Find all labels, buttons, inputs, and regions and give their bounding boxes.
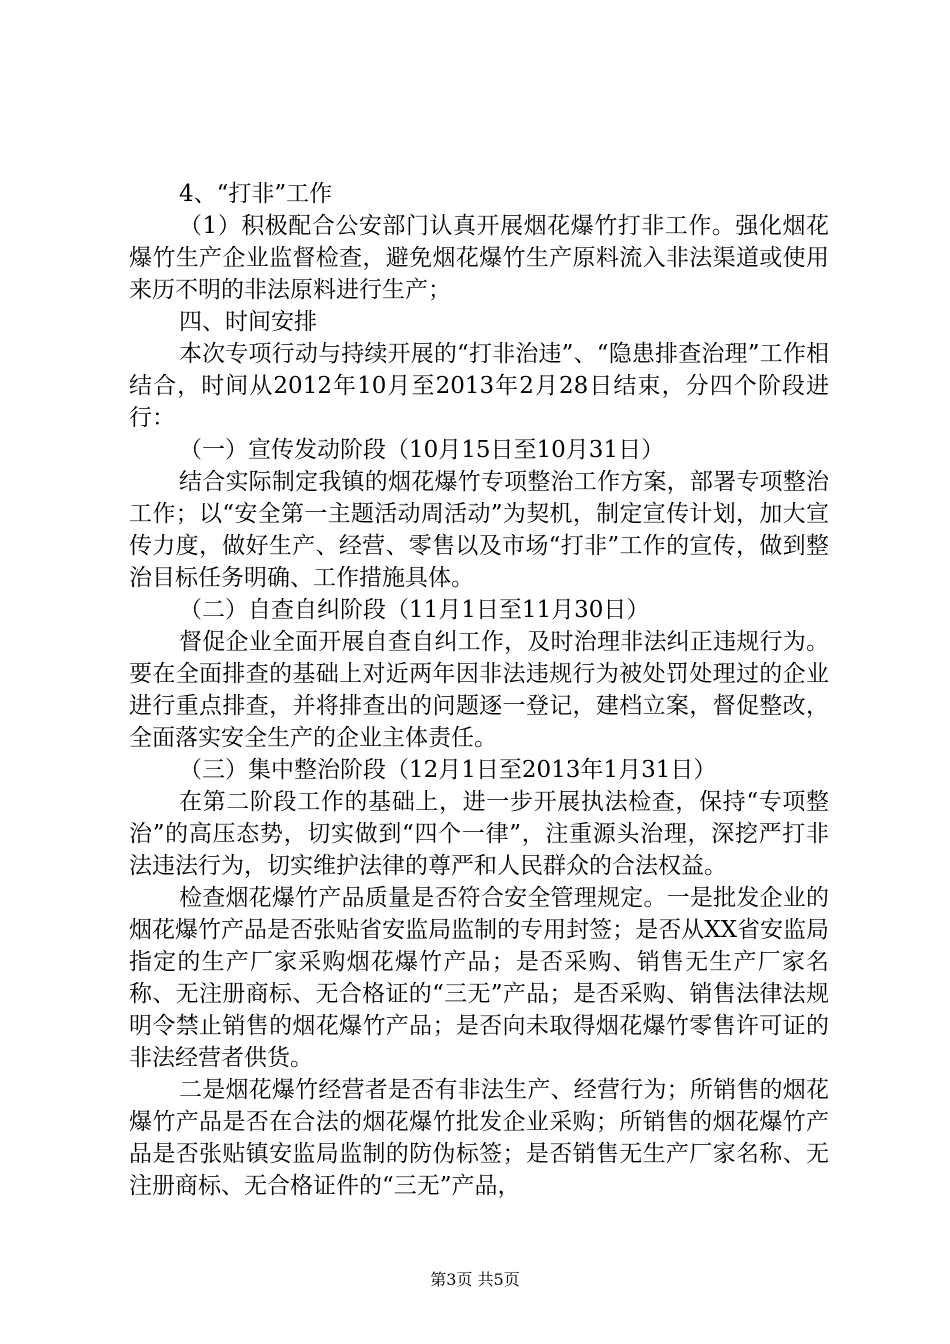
paragraph-stage-1: 结合实际制定我镇的烟花爆竹专项整治工作方案，部署专项整治工作；以“安全第一主题活动周活动”为契机，制定宣传计划，加大宣传力度，做好生产、经营、零售以及市场“打非”工作的宣传，做到整治目标任务明确、工作措施具体。 [129, 469, 829, 591]
section-heading-schedule: 四、时间安排 [179, 309, 317, 335]
paragraph-item-1: （1）积极配合公安部门认真开展烟花爆竹打非工作。强化烟花爆竹生产企业监督检查，避免烟花爆竹生产原料流入非法渠道或使用来历不明的非法原料进行生产； [129, 213, 829, 303]
paragraph-schedule-intro: 本次专项行动与持续开展的“打非治违”、“隐患排查治理”工作相结合，时间从2012年10月至2013年2月28日结束，分四个阶段进行： [129, 341, 829, 431]
document-body [129, 178, 829, 1202]
paragraph-quality-check: 检查烟花爆竹产品质量是否符合安全管理规定。一是批发企业的烟花爆竹产品是否张贴省安监局监制的专用封签；是否从XX省安监局指定的生产厂家采购烟花爆竹产品；是否采购、销售无生产厂家名称、无注册商标、无合格证的“三无”产品；是否采购、销售法律法规明令禁止销售的烟花爆竹产品；是否向未取得烟花爆竹零售许可证的非法经营者供货。 [129, 885, 829, 1071]
stage-heading-1: （一）宣传发动阶段（10月15日至10月31日） [179, 437, 665, 463]
paragraph-stage-3: 在第二阶段工作的基础上，进一步开展执法检查，保持“专项整治”的高压态势，切实做到“四个一律”，注重源头治理，深挖严打非法违法行为，切实维护法律的尊严和人民群众的合法权益。 [129, 789, 829, 879]
paragraph-stage-2: 督促企业全面开展自查自纠工作，及时治理非法纠正违规行为。要在全面排查的基础上对近两年因非法违规行为被处罚处理过的企业进行重点排查，并将排查出的问题逐一登记，建档立案，督促整改，全面落实安全生产的企业主体责任。 [129, 629, 829, 751]
paragraph-retailer-check: 二是烟花爆竹经营者是否有非法生产、经营行为；所销售的烟花爆竹产品是否在合法的烟花爆竹批发企业采购；所销售的烟花爆竹产品是否张贴镇安监局监制的防伪标签；是否销售无生产厂家名称、无注册商标、无合格证件的“三无”产品， [129, 1077, 829, 1199]
section-heading-dafei: 4、“打非”工作 [179, 181, 333, 207]
stage-heading-3: （三）集中整治阶段（12月1日至2013年1月31日） [179, 757, 717, 783]
stage-heading-2: （二）自查自纠阶段（11月1日至11月30日） [179, 597, 650, 623]
page-footer: 第3页 共5页 [430, 1270, 520, 1289]
